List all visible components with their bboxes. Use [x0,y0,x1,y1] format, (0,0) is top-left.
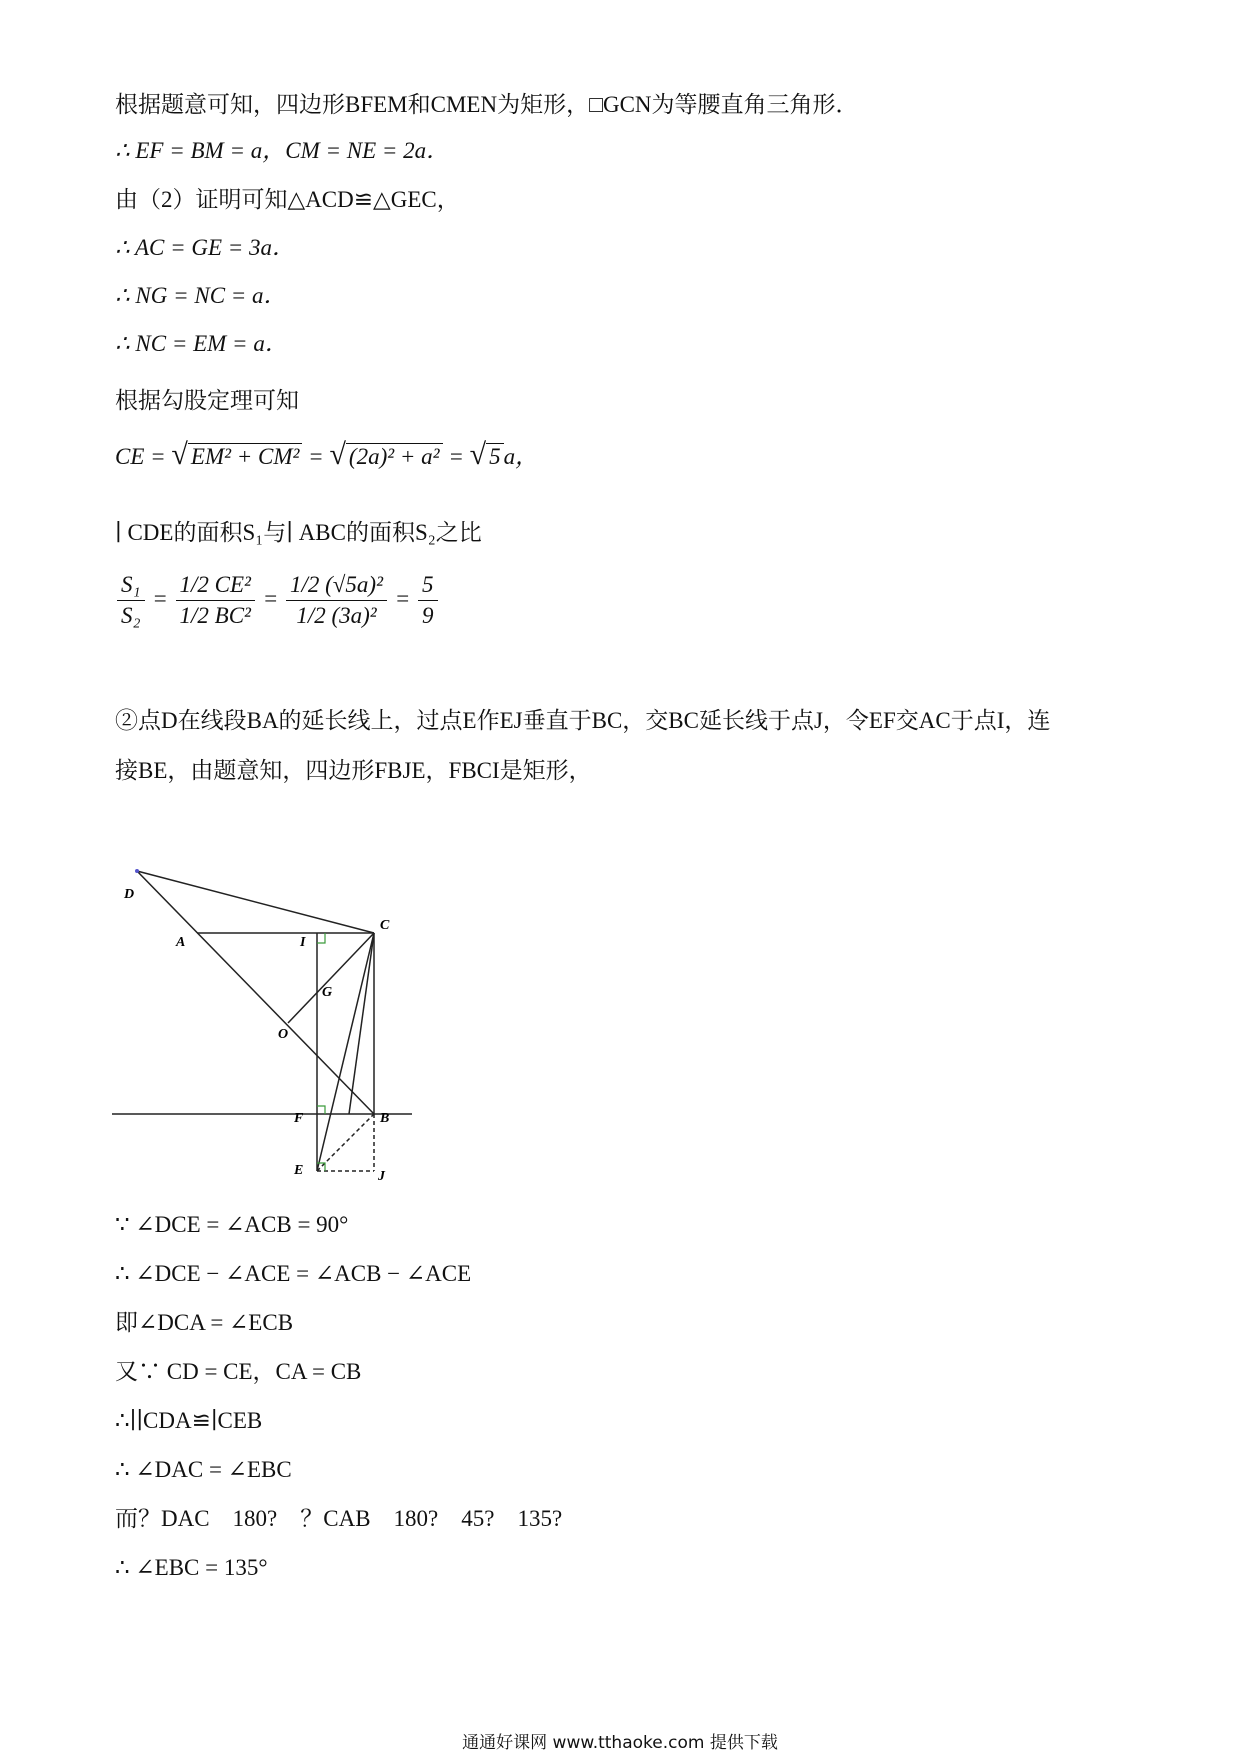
label-j: J [378,1169,385,1184]
label-c: C [380,918,390,933]
line-dc [137,871,374,933]
sqrt-em-cm: EM² + CM² [188,443,303,469]
label-e: E [294,1163,304,1178]
text-line-11b: 接BE，由题意知，四边形FBJE，FBCI是矩形， [115,758,592,783]
proof-line-1: ∵ ∠DCE = ∠ACB = 90° [115,1212,349,1237]
sqrt-2a-a: (2a)² + a² [346,443,443,469]
sqrt-5: 5 [486,443,504,469]
frac-s1-s2: $\frac{\text{S₁}}{\text{S₂}}$ [117,570,145,631]
right-angle-i [317,933,325,943]
ce-formula: CE = √ EM² + CM² = √ (2a)² + a² = √ 5 a， [115,438,539,471]
ce-lhs: CE = [115,444,166,469]
right-angle-f [317,1106,325,1114]
text-line-6: ∴ NC = EM = a． [115,331,288,356]
eq-1: = [308,444,324,469]
text-line-7: 根据勾股定理可知 [115,388,299,413]
label-i: I [300,935,306,950]
label-g: G [322,985,333,1000]
proof-line-8: ∴ ∠EBC = 135° [115,1555,268,1580]
proof-line-4: 又∵ CD = CE，CA = CB [115,1359,362,1384]
label-o: O [278,1027,289,1042]
label-d: D [124,887,135,902]
proof-line-2: ∴ ∠DCE − ∠ACE = ∠ACB − ∠ACE [115,1261,472,1286]
ce-tail: a， [503,444,539,469]
line-db [137,871,374,1114]
line-ce [317,933,374,1171]
text-line-5: ∴ NG = NC = a． [115,283,287,308]
proof-line-3: 即∠DCA = ∠ECB [115,1310,294,1335]
proof-line-7: 而？DAC 180? ？CAB 180? 45? 135? [115,1506,563,1531]
point-d [135,869,139,873]
frac-values: $\frac{\text{1/2 (√5a)²}}{\text{1/2 (3a)²}}$ [286,570,387,631]
proof-line-5: ∴∣∣CDA≌∣CEB [115,1408,263,1433]
text-line-4: ∴ AC = GE = 3a． [115,235,296,260]
frac-ce-bc: $\frac{\text{1/2 CE²}}{\text{1/2 BC²}}$ [176,570,255,631]
text-line-11a: ②点D在线段BA的延长线上，过点E作EJ垂直于BC，交BC延长线于点J，令EF交AC于点I，连 [115,708,1051,733]
frac-5-9: $\frac{5}{9}$ [418,570,438,631]
label-a: A [176,935,186,950]
ratio-eq-3: = [394,585,411,611]
ratio-eq-1: = [152,585,168,611]
label-b: B [380,1111,390,1126]
text-line-2: ∴ EF = BM = a，CM = NE = 2a． [115,138,450,163]
ratio-eq-2: = [262,585,279,611]
proof-line-6: ∴ ∠DAC = ∠EBC [115,1457,292,1482]
text-line-3: 由（2）证明可知△ACD≌△GEC， [115,187,460,212]
eq-2: = [448,444,464,469]
text-line-9: ∣ CDE的面积S₁与∣ ABC的面积S₂之比 [115,520,482,545]
label-f: F [294,1111,304,1126]
text-line-1: 根据题意可知，四边形BFEM和CMEN为矩形，□GCN为等腰直角三角形． [115,92,859,117]
footer-download-note: 通通好课网 www.tthaoke.com 提供下载 [462,1733,778,1753]
